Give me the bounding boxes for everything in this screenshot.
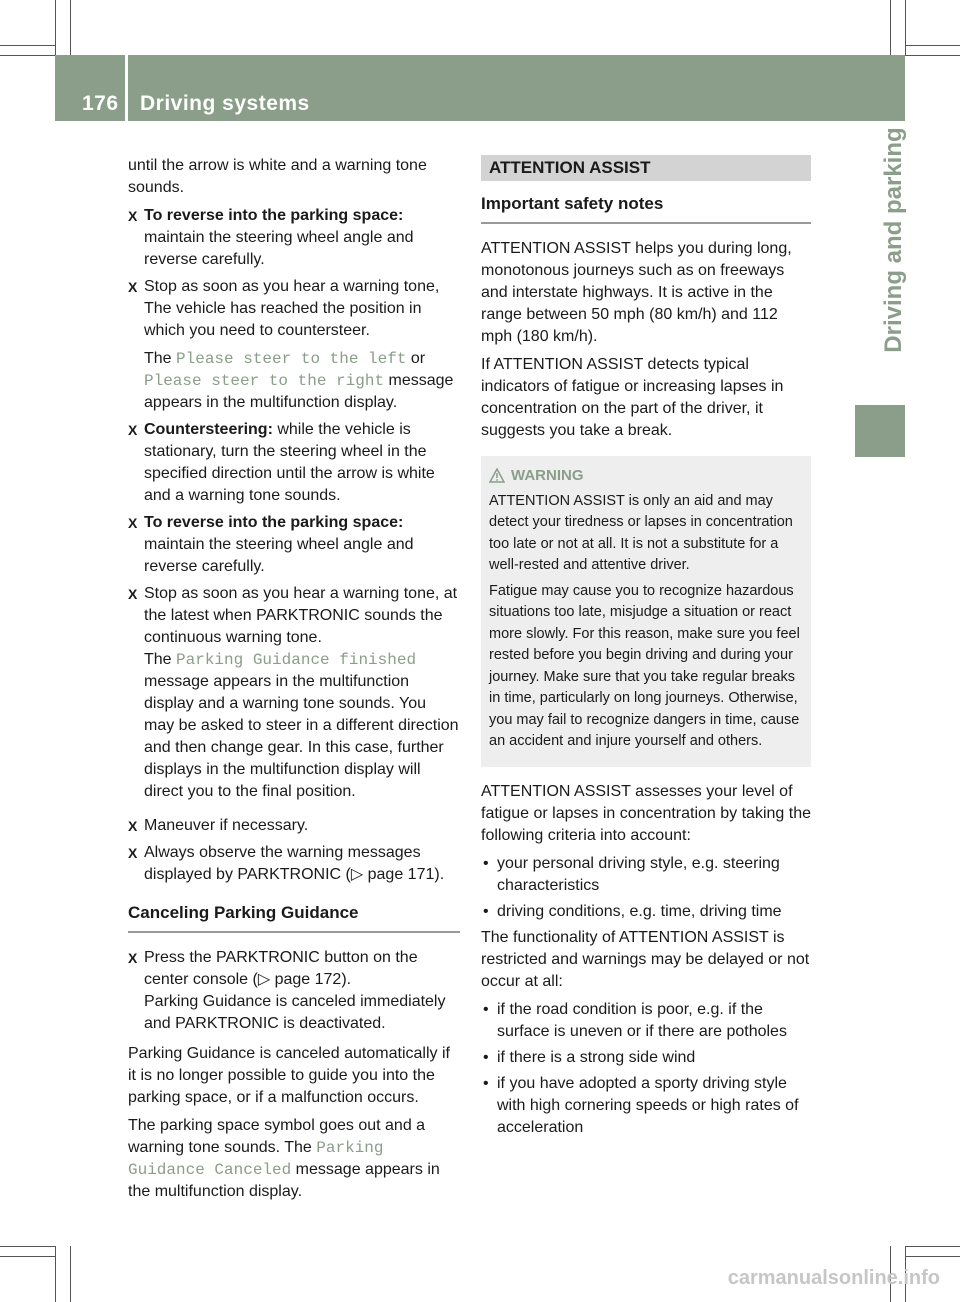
bullet-icon: • — [483, 854, 489, 872]
step-x-icon: X — [128, 845, 138, 861]
step-text: or — [406, 350, 426, 367]
bullet-item — [481, 999, 811, 1043]
step-text: maintain the steering wheel angle and reverse carefully. — [144, 536, 414, 575]
bullet-text: if the road condition is poor, e.g. if the surface is uneven or if there are potholes — [497, 1000, 787, 1040]
step-text: Stop as soon as you hear a warning tone, at the latest when PARKTRONIC sounds the continuous warning tone. — [144, 585, 458, 646]
bullet-icon: • — [483, 1048, 489, 1066]
step-bold-label: Countersteering: — [144, 421, 273, 438]
step-text: Maneuver if necessary. — [144, 817, 309, 834]
step-item — [128, 815, 460, 837]
display-message: Please steer to the right — [144, 372, 385, 390]
step-text: Parking Guidance is canceled immediately and PARKTRONIC is deactivated. — [144, 993, 446, 1032]
bullet-icon: • — [483, 1000, 489, 1018]
crop-mark — [0, 55, 55, 56]
warning-title: WARNING — [511, 467, 584, 484]
step-item — [128, 842, 460, 886]
step-x-icon: X — [128, 208, 138, 224]
chapter-label: Driving and parking — [880, 127, 907, 353]
body-paragraph: ATTENTION ASSIST helps you during long, monotonous journeys such as on freeways and interstate highways. It is active in the range between 50 mph (80 km/h) and 112 mph (180 km/h). — [481, 240, 792, 345]
warning-triangle-icon — [489, 468, 505, 483]
step-x-icon: X — [128, 950, 138, 966]
step-text: message appears in the multifunction display and a warning tone sounds. You may be asked to steer in a different direction and then change gear. In this case, further displays in the multifunction display will direct you to the final position. — [144, 673, 459, 800]
step-item — [128, 419, 460, 507]
page-title: Driving systems — [140, 92, 310, 115]
header-divider — [125, 55, 128, 121]
display-message: Please steer to the left — [176, 350, 407, 368]
bullet-item — [481, 853, 811, 897]
body-paragraph: Parking Guidance is canceled automatically if it is no longer possible to guide you into the parking space, or if a malfunction occurs. — [128, 1045, 450, 1106]
warning-box — [481, 456, 811, 767]
bullet-item — [481, 1047, 811, 1069]
crop-mark — [55, 1246, 56, 1302]
crop-mark — [905, 55, 960, 56]
watermark: carmanualsonline.info — [727, 1267, 940, 1289]
section-subheading: Canceling Parking Guidance — [128, 902, 460, 933]
crop-mark — [905, 1246, 960, 1247]
step-text: ). — [341, 971, 352, 988]
bullet-icon: • — [483, 1074, 489, 1092]
step-x-icon: X — [128, 279, 138, 295]
crop-mark — [55, 0, 56, 55]
section-subheading: Important safety notes — [481, 193, 811, 224]
step-text: message appears in the multifunction display. — [144, 372, 454, 411]
display-message: Parking Guidance Canceled — [128, 1139, 384, 1179]
bullet-icon: • — [483, 902, 489, 920]
step-bold-label: To reverse into the parking space: — [144, 207, 404, 224]
step-text: ). — [434, 866, 445, 883]
bullet-item — [481, 1073, 811, 1139]
body-paragraph: If ATTENTION ASSIST detects typical indicators of fatigue or increasing lapses in concentration on the part of the driver, it suggests you take a break. — [481, 356, 784, 439]
step-x-icon: X — [128, 422, 138, 438]
step-text: while the vehicle is stationary, turn the steering wheel in the specified direction until the arrow is white and a warning tone sounds. — [144, 421, 435, 504]
crop-mark — [905, 0, 906, 55]
right-column — [481, 155, 811, 1143]
step-text: Always observe the warning messages displayed by PARKTRONIC ( — [144, 844, 421, 883]
body-paragraph — [128, 1115, 460, 1203]
body-text: The parking space symbol goes out and a warning tone sounds. The — [128, 1117, 426, 1156]
section-title: ATTENTION ASSIST — [481, 155, 811, 181]
body-text: message appears in the multifunction display. — [128, 1161, 440, 1200]
step-item — [128, 276, 460, 414]
bullet-text: if there is a strong side wind — [497, 1048, 696, 1066]
step-item — [128, 512, 460, 578]
display-message: Parking Guidance finished — [176, 651, 417, 669]
page-number: 176 — [82, 92, 119, 115]
step-item — [128, 947, 460, 1035]
intro-text: until the arrow is white and a warning tone sounds. — [128, 157, 427, 196]
step-x-icon: X — [128, 818, 138, 834]
chapter-tab-marker — [855, 405, 905, 457]
body-paragraph: ATTENTION ASSIST assesses your level of fatigue or lapses in concentration by taking the following criteria into account: — [481, 782, 811, 844]
step-text: Press the PARKTRONIC button on the center console ( — [144, 949, 418, 988]
crop-mark — [0, 1256, 55, 1257]
crop-mark — [905, 1256, 960, 1257]
step-x-icon: X — [128, 586, 138, 602]
crop-mark — [890, 0, 891, 55]
bullet-text: if you have adopted a sporty driving style with high cornering speeds or high rates of acceleration — [497, 1074, 799, 1136]
page-reference-link[interactable]: ▷ page 172 — [257, 971, 342, 988]
step-item — [128, 205, 460, 271]
crop-mark — [0, 1246, 55, 1247]
step-text: The — [144, 350, 177, 367]
warning-text: Fatigue may cause you to recognize hazardous situations too late, misjudge a situation or react more slowly. For this reason, make sure you feel rested before you begin driving and during your journey. Make sure that you take regular breaks in time, particularly on long journeys. Otherwise, you may fail to recognize dangers in time, cause an accident and injure yourself and others. — [489, 582, 800, 749]
step-text: Stop as soon as you hear a warning tone, The vehicle has reached the position in which you need to countersteer. — [144, 278, 440, 339]
step-bold-label: To reverse into the parking space: — [144, 514, 404, 531]
step-text: maintain the steering wheel angle and reverse carefully. — [144, 229, 414, 268]
bullet-text: driving conditions, e.g. time, driving time — [497, 902, 782, 920]
warning-text: ATTENTION ASSIST is only an aid and may detect your tiredness or lapses in concentration too late or not at all. It is not a substitute for a well-rested and attentive driver. — [489, 492, 793, 573]
body-paragraph: The functionality of ATTENTION ASSIST is restricted and warnings may be delayed or not occur at all: — [481, 928, 810, 990]
crop-mark — [0, 45, 55, 46]
crop-mark — [70, 1246, 71, 1302]
step-text: The — [144, 651, 177, 668]
step-item — [128, 583, 460, 803]
left-column — [128, 155, 460, 1209]
crop-mark — [905, 45, 960, 46]
bullet-text: your personal driving style, e.g. steering characteristics — [497, 854, 780, 894]
page-reference-link[interactable]: ▷ page 171 — [350, 866, 435, 883]
crop-mark — [70, 0, 71, 55]
bullet-item — [481, 901, 811, 923]
step-x-icon: X — [128, 515, 138, 531]
warning-header — [489, 465, 803, 487]
